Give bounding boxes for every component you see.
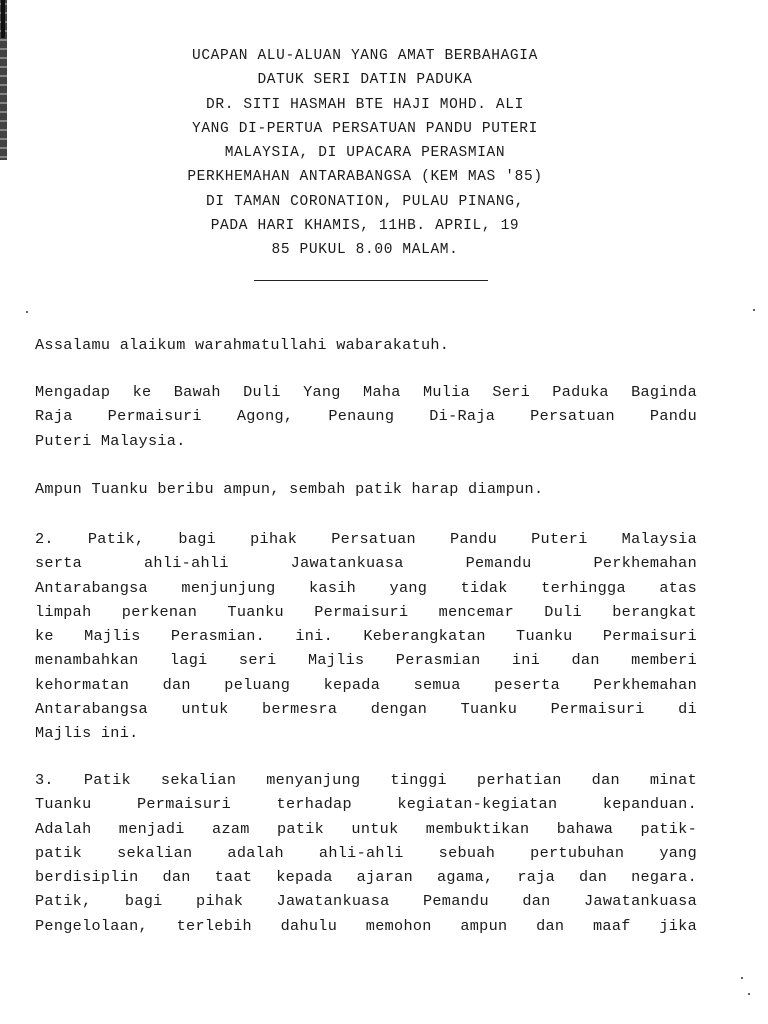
paragraph-2-line: Antarabangsa untuk bermesra dengan Tuanku Permaisuri di bbox=[35, 700, 697, 719]
paragraph-2-line: limpah perkenan Tuanku Permaisuri mencemar Duli berangkat bbox=[35, 602, 697, 621]
scan-speck bbox=[748, 993, 750, 995]
title-line: YANG DI-PERTUA PERSATUAN PANDU PUTERI bbox=[191, 120, 538, 137]
address-line: Raja Permaisuri Agong, Penaung Di-Raja Persatuan Pandu bbox=[35, 407, 697, 426]
paragraph-3-line: Pengelolaan, terlebih dahulu memohon ampun dan maaf jika bbox=[35, 916, 697, 935]
paragraph-2-line: Antarabangsa menjunjung kasih yang tidak terhingga atas bbox=[35, 578, 697, 597]
title-line: DI TAMAN CORONATION, PULAU PINANG, bbox=[206, 193, 524, 210]
scan-speck bbox=[741, 977, 743, 979]
paragraph-3-line: Tuanku Permaisuri terhadap kegiatan-kegiatan kepanduan. bbox=[35, 795, 697, 814]
paragraph-3-line: 3. Patik sekalian menyanjung tinggi perhatian dan minat bbox=[35, 771, 697, 789]
speech-title-block bbox=[140, 44, 590, 263]
paragraph-2-line: 2. Patik, bagi pihak Persatuan Pandu Puteri Malaysia bbox=[35, 530, 697, 548]
address-line: Puteri Malaysia. bbox=[35, 431, 186, 450]
paragraph-2-line: kehormatan dan peluang kepada semua peserta Perkhemahan bbox=[35, 675, 697, 694]
scan-edge-mark bbox=[1, 0, 5, 38]
title-line: PERKHEMAHAN ANTARABANGSA (KEM MAS '85) bbox=[187, 169, 543, 186]
title-line: MALAYSIA, DI UPACARA PERASMIAN bbox=[224, 145, 506, 162]
paragraph-2-line: Majlis ini. bbox=[35, 724, 139, 743]
paragraph-3-line: berdisiplin dan taat kepada ajaran agama, raja dan negara. bbox=[35, 868, 697, 887]
scan-speck bbox=[753, 309, 755, 311]
paragraph-2-line: ke Majlis Perasmian. ini. Keberangkatan Tuanku Permaisuri bbox=[35, 627, 697, 646]
paragraph-3-line: patik sekalian adalah ahli-ahli sebuah pertubuhan yang bbox=[35, 843, 697, 862]
address-line: Mengadap ke Bawah Duli Yang Maha Mulia Seri Paduka Baginda bbox=[35, 383, 697, 401]
ampun-paragraph: Ampun Tuanku beribu ampun, sembah patik harap diampun. bbox=[35, 480, 544, 498]
title-line: PADA HARI KHAMIS, 11HB. APRIL, 19 bbox=[210, 218, 520, 235]
paragraph-2-line: serta ahli-ahli Jawatankuasa Pemandu Perkhemahan bbox=[35, 554, 697, 573]
title-underline bbox=[254, 280, 488, 281]
title-line: DATUK SERI DATIN PADUKA bbox=[257, 72, 473, 89]
title-line: 85 PUKUL 8.00 MALAM. bbox=[271, 242, 459, 259]
address-paragraph bbox=[35, 380, 697, 453]
greeting-paragraph: Assalamu alaikum warahmatullahi wabarakatuh. bbox=[35, 336, 450, 354]
paragraph-3-line: Adalah menjadi azam patik untuk membuktikan bahawa patik- bbox=[35, 819, 697, 838]
paragraph-2-line: menambahkan lagi seri Majlis Perasmian ini dan memberi bbox=[35, 651, 697, 670]
scan-speck bbox=[26, 311, 28, 313]
title-line: DR. SITI HASMAH BTE HAJI MOHD. ALI bbox=[206, 96, 524, 113]
paragraph-3-line: Patik, bagi pihak Jawatankuasa Pemandu dan Jawatankuasa bbox=[35, 892, 697, 911]
paragraph-2 bbox=[35, 527, 697, 746]
paragraph-3 bbox=[35, 768, 697, 938]
title-line: UCAPAN ALU-ALUAN YANG AMAT BERBAHAGIA bbox=[191, 48, 538, 64]
